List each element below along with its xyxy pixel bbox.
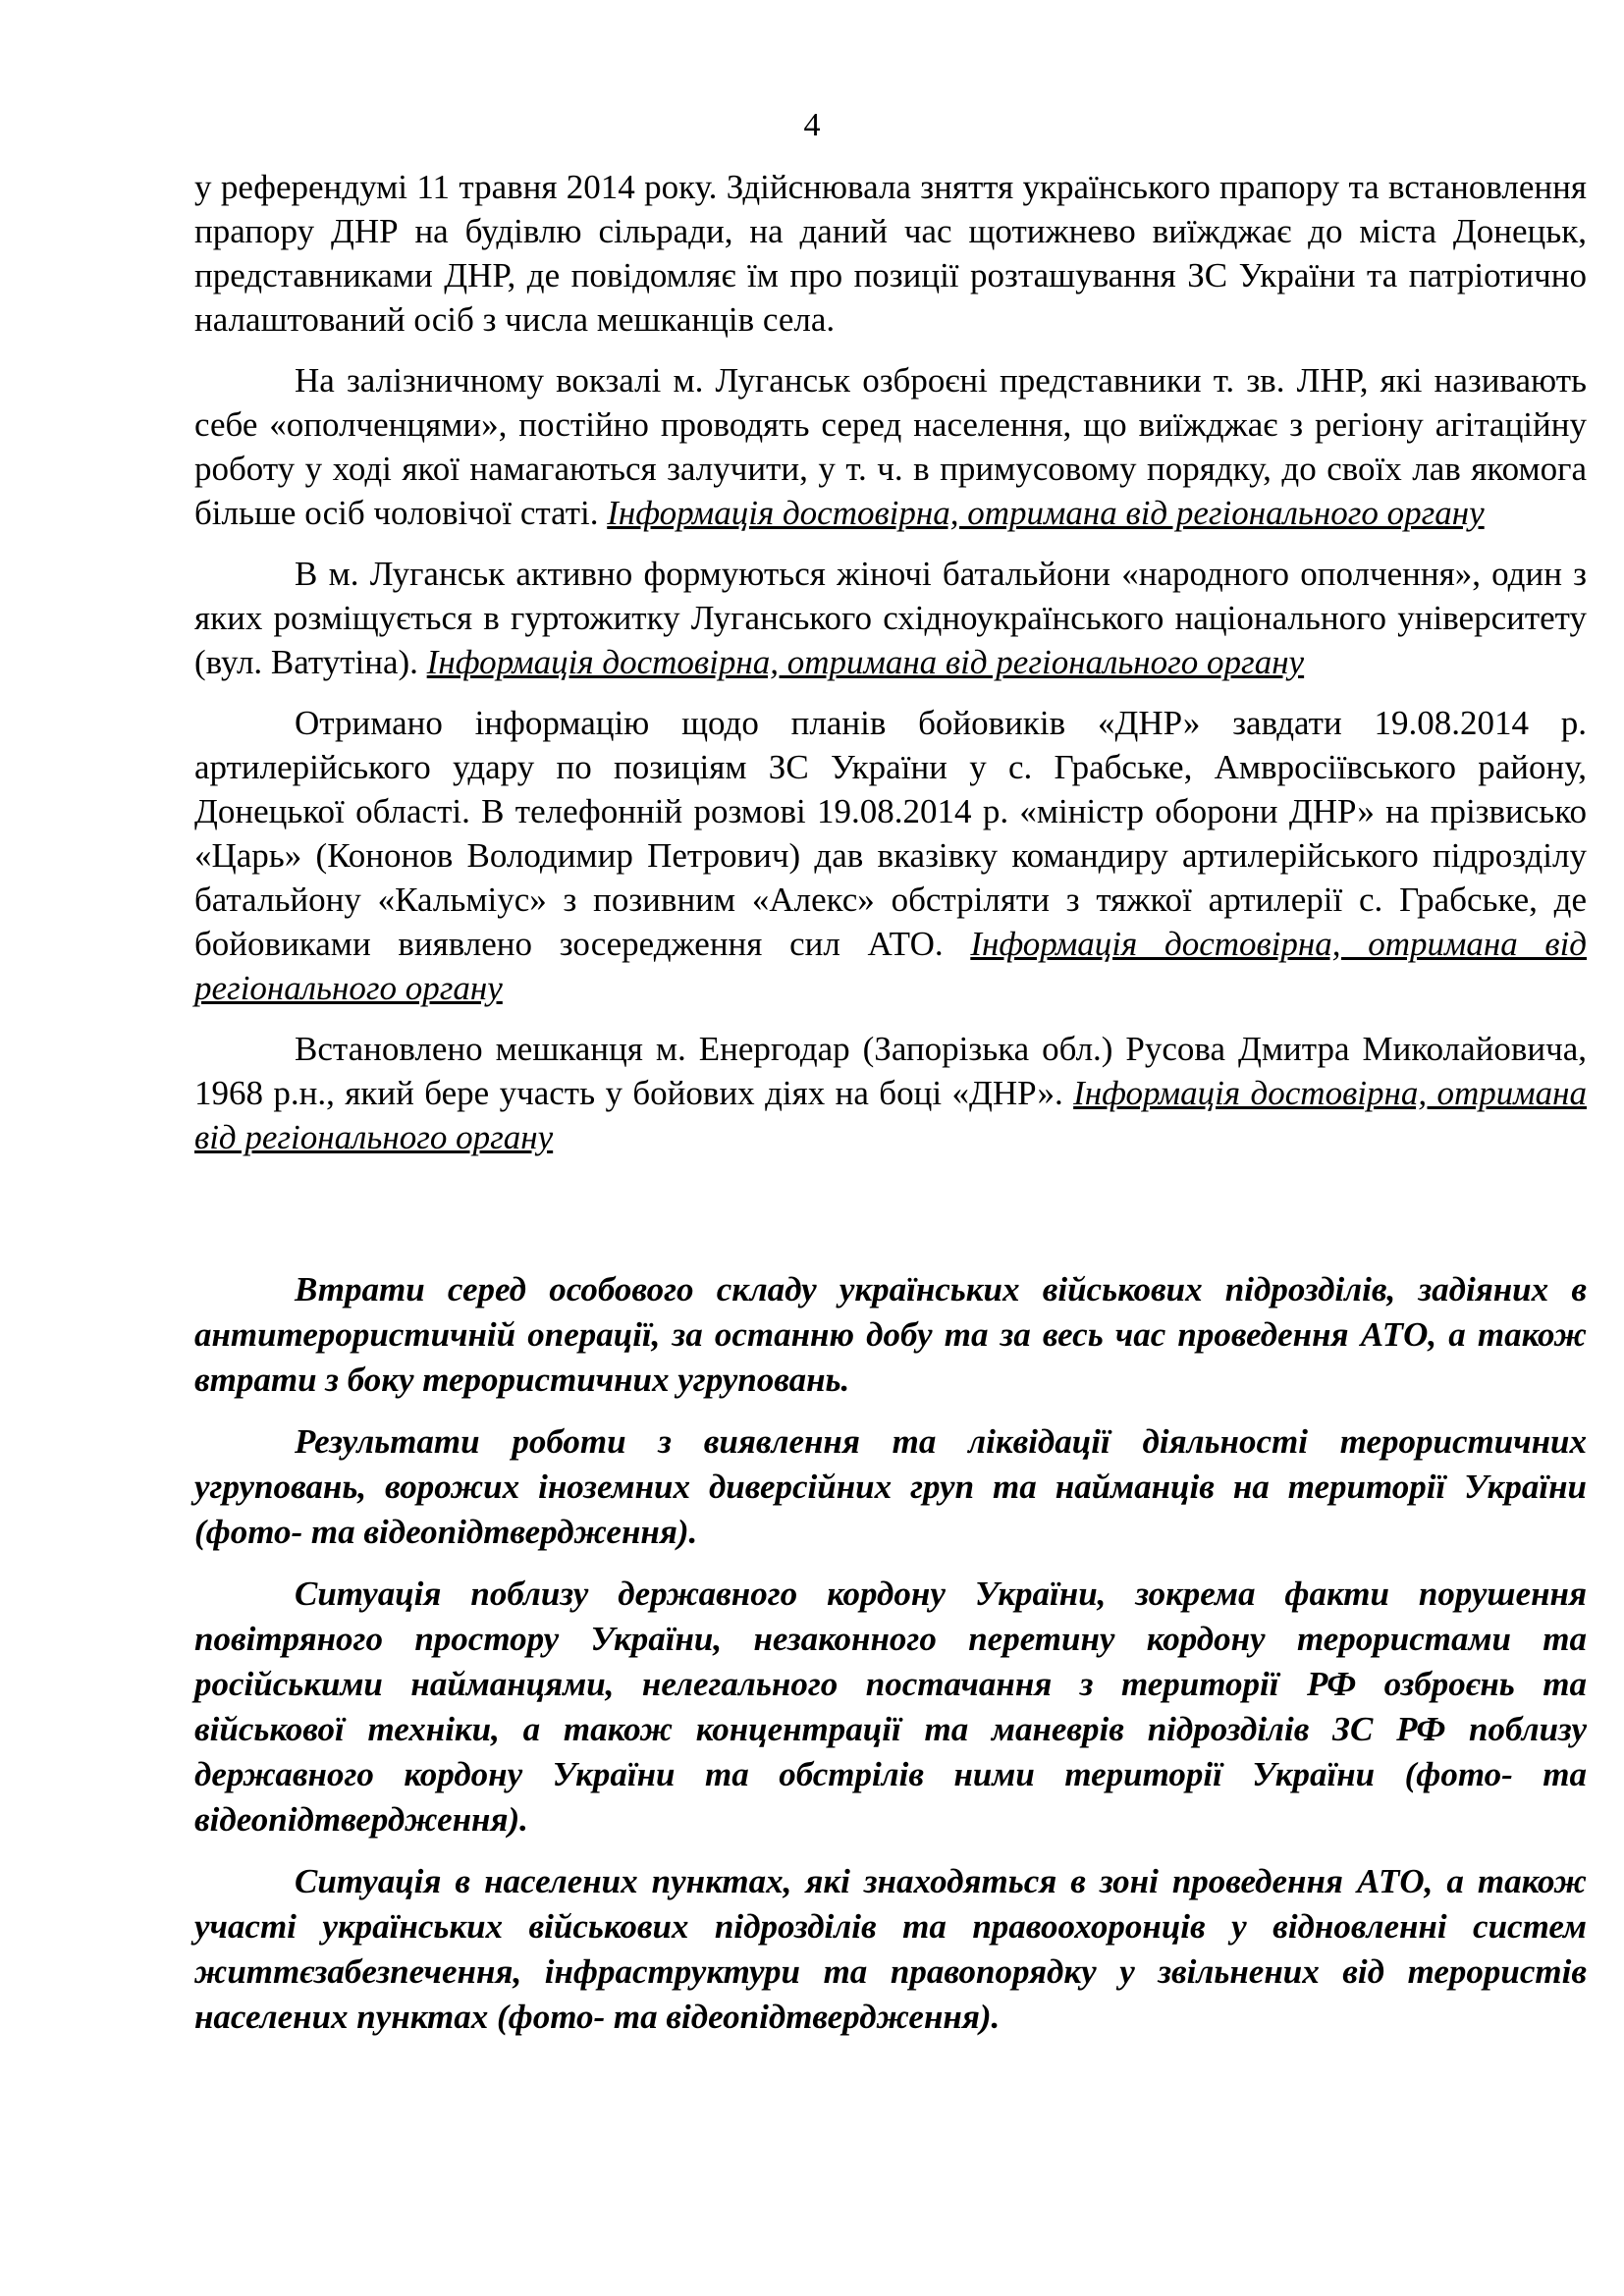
paragraph-text: На залізничному вокзалі м. Луганськ озброєні представники т. зв. ЛНР, які називають себе «ополченцями», постійно проводять серед населення, що виїжджає з регіону агітаційну роботу у ході якої намагаються залучити, у т. ч. в примусовому порядку, до своїх лав якомога більше осіб чоловічої статі. (194, 361, 1587, 532)
paragraph-luhansk-station (194, 358, 1587, 535)
source-note: Інформація достовірна, отримана від регіонального органу (194, 925, 1587, 1007)
source-note: Інформація достовірна, отримана від регіонального органу (607, 494, 1485, 532)
document-body (194, 165, 1587, 2040)
paragraph-text: В м. Луганськ активно формуються жіночі батальйони «народного ополчення», один з яких розміщується в гуртожитку Луганського східноукраїнського національного університету (вул. Ватутіна). (194, 555, 1587, 681)
source-note: Інформація достовірна, отримана від регіонального органу (426, 643, 1305, 681)
heading-settlements-situation: Ситуація в населених пунктах, які знаходяться в зоні проведення АТО, а також участі українських військових підрозділів та правоохоронців у відновленні систем життєзабезпечення, інфраструктури та правопорядку у звільнених від терористів населених пунктах (фото- та відеопідтвердження). (194, 1862, 1587, 2036)
paragraph-enerhodar-resident (194, 1027, 1587, 1159)
section-headings (194, 1267, 1587, 2040)
page-number: 4 (803, 107, 821, 143)
heading-losses: Втрати серед особового складу українських військових підрозділів, задіяних в антитерористичній операції, за останню добу та за весь час проведення АТО, а також втрати з боку терористичних угруповань. (194, 1270, 1587, 1399)
source-note: Інформація достовірна, отримана від регіонального органу (194, 1074, 1587, 1156)
paragraph-text: Встановлено мешканця м. Енергодар (Запорізька обл.) Русова Дмитра Миколайовича, 1968 р.н., який бере участь у бойових діях на боці «ДНР». (194, 1030, 1587, 1112)
paragraph-continuation (194, 165, 1587, 342)
paragraph-text: у референдумі 11 травня 2014 року. Здійснювала зняття українського прапору та встановлення прапору ДНР на будівлю сільради, на даний час щотижнево виїжджає до міста Донецьк, представниками ДНР, де повідомляє їм про позиції розташування ЗС України та патріотично налаштований осіб з числа мешканців села. (194, 168, 1587, 339)
heading-results: Результати роботи з виявлення та ліквідації діяльності терористичних угруповань, ворожих іноземних диверсійних груп та найманців на території України (фото- та відеопідтвердження). (194, 1422, 1587, 1551)
paragraph-women-battalions (194, 552, 1587, 684)
heading-border-situation: Ситуація поблизу державного кордону України, зокрема факти порушення повітряного простору України, незаконного перетину кордону терористами та російськими найманцями, нелегального постачання з території РФ озброєнь та військової техніки, а також концентрації та маневрів підрозділів ЗС РФ поблизу державного кордону України та обстрілів ними території України (фото- та відеопідтвердження). (194, 1575, 1587, 1839)
paragraph-artillery-plan (194, 701, 1587, 1010)
paragraph-text: Отримано інформацію щодо планів бойовиків «ДНР» завдати 19.08.2014 р. артилерійського удару по позиціям ЗС України у с. Грабське, Амвросіївського району, Донецької області. В телефонній розмові 19.08.2014 р. «міністр оборони ДНР» на прізвисько «Царь» (Кононов Володимир Петрович) дав вказівку командиру артилерійського підрозділу батальйону «Кальміус» з позивним «Алекс» обстріляти з тяжкої артилерії с. Грабське, де бойовиками виявлено зосередження сил АТО. (194, 704, 1587, 963)
